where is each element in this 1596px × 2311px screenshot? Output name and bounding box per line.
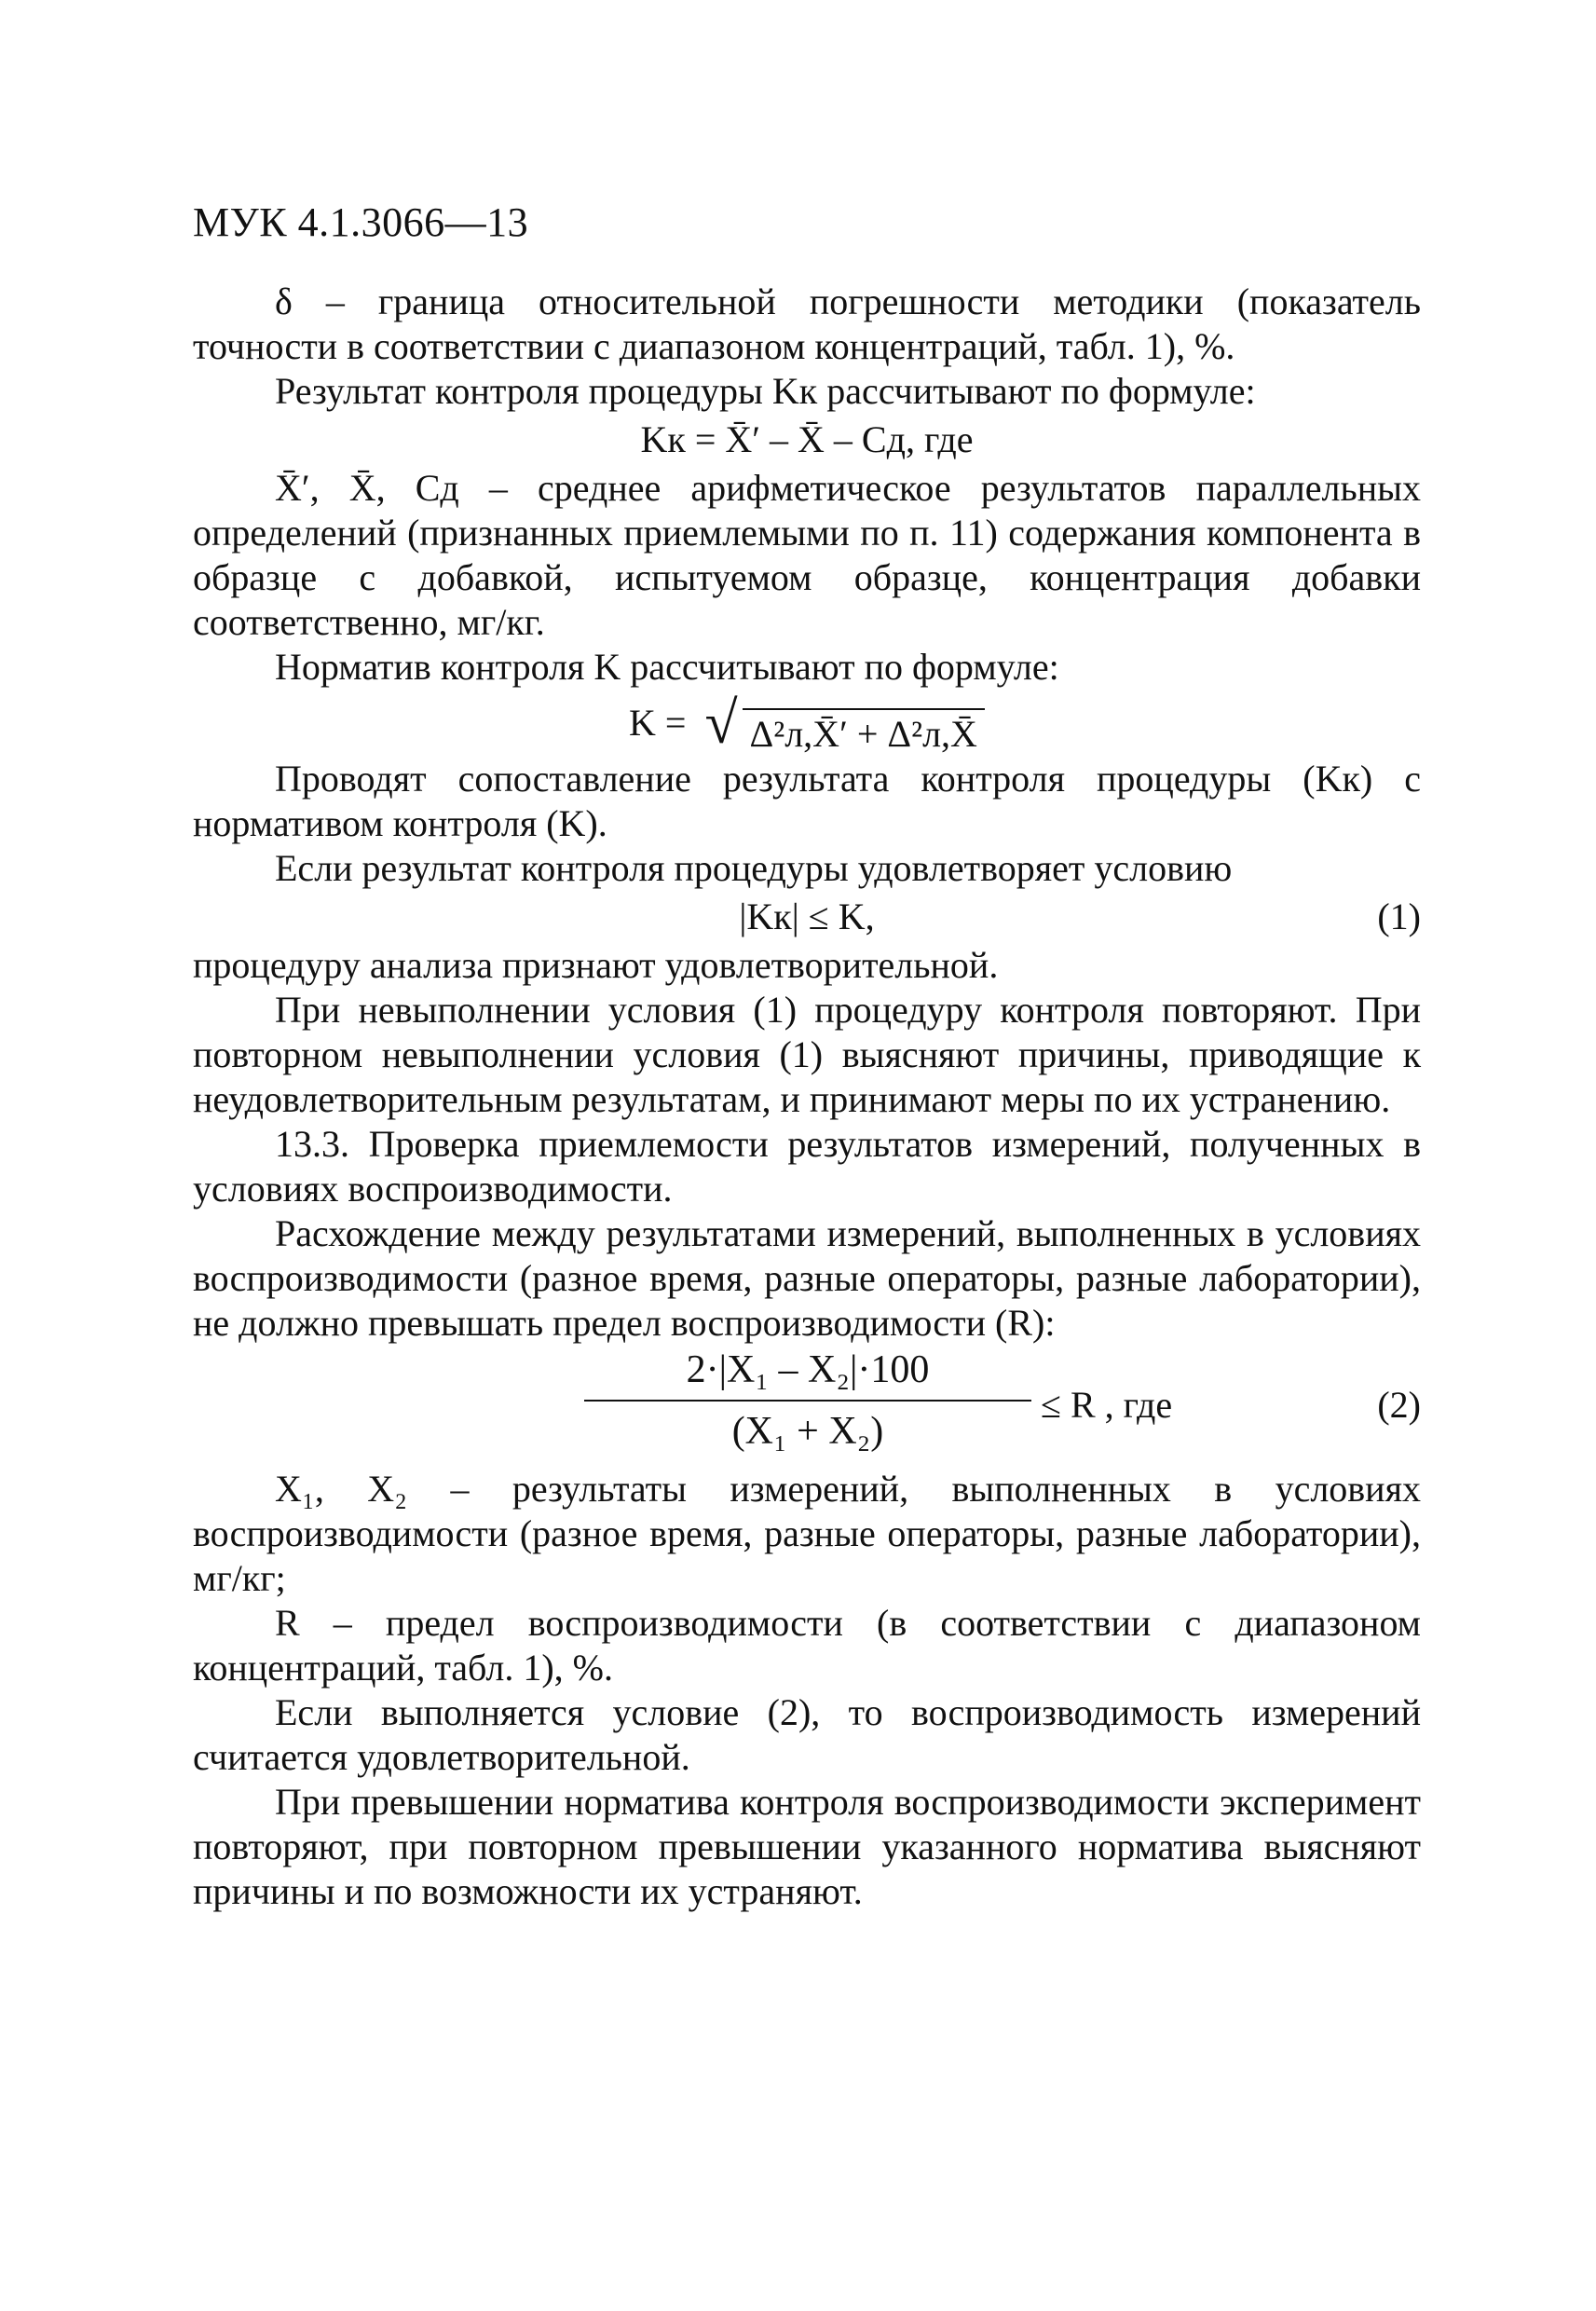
paragraph: Норматив контроля K рассчитывают по формуле: (275, 646, 1059, 688)
paragraph: При невыполнении условия (1) процедуру контроля повторяют. При повторном невыполнении условия (1) выясняют причины, приводящие к неудовлетворительным результатам, и принимают меры по их устранению. (193, 989, 1421, 1120)
paragraph: При превышении норматива контроля воспроизводимости эксперимент повторяют, при повторном превышении указанного норматива выясняют причины и по возможности их устраняют. (193, 1781, 1421, 1912)
document-body (193, 280, 1421, 1914)
equation-number: (1) (1377, 896, 1421, 937)
paragraph: Расхождение между результатами измерений, выполненных в условиях воспроизводимости (разное время, разные операторы, разные лаборатории), не должно превышать предел воспроизводимости (R): (193, 1212, 1421, 1344)
paragraph: X₁, X₂ – результаты измерений, выполненных в условиях воспроизводимости (разное время, разные операторы, разные лаборатории), мг/кг; (193, 1468, 1421, 1599)
formula-text: |Kк| ≤ K, (739, 896, 875, 937)
paragraph: R – предел воспроизводимости (в соответствии с диапазоном концентраций, табл. 1), %. (193, 1602, 1421, 1689)
section-heading: 13.3. Проверка приемлемости результатов измерений, полученных в условиях воспроизводимости. (193, 1123, 1421, 1210)
formula-k (193, 690, 1421, 757)
paragraph: Если результат контроля процедуры удовлетворяет условию (275, 847, 1233, 889)
paragraph: δ – граница относительной погрешности методики (показатель точности в соответствии с диапазоном концентраций, табл. 1), %. (193, 280, 1421, 367)
fraction (584, 1346, 1031, 1456)
formula-kk (193, 414, 1421, 466)
square-root (704, 689, 985, 756)
formula-suffix: ≤ R , где (1041, 1384, 1173, 1426)
paragraph: процедуру анализа признают удовлетворительной. (193, 944, 999, 986)
formula-condition-1 (193, 891, 1421, 943)
formula-text: Kк = X̄′ – X̄ – Cд, где (640, 418, 974, 460)
formula-radicand: Δ²л,X̄′ + Δ²л,X̄ (743, 708, 985, 755)
fraction-numerator: 2·|X₁ – X₂|·100 (584, 1346, 1031, 1402)
document-code: МУК 4.1.3066—13 (193, 199, 529, 245)
equation-number: (2) (1377, 1384, 1421, 1426)
paragraph: Проводят сопоставление результата контроля процедуры (Kк) с нормативом контроля (K). (193, 758, 1421, 844)
paragraph: Если выполняется условие (2), то воспроизводимость измерений считается удовлетворительной. (193, 1691, 1421, 1778)
paragraph: X̄′, X̄, Cд – среднее арифметическое результатов параллельных определений (признанных приемлемыми по п. 11) содержания компонента в образце с добавкой, испытуемом образце, концентрация добавки соответственно, мг/кг. (193, 467, 1421, 643)
formula-reproducibility (193, 1346, 1421, 1467)
paragraph: Результат контроля процедуры Kк рассчитывают по формуле: (275, 370, 1256, 412)
formula-lhs: K = (629, 702, 687, 744)
radical-sign-icon: √ (704, 689, 738, 756)
fraction-denominator: (X₁ + X₂) (731, 1410, 884, 1453)
